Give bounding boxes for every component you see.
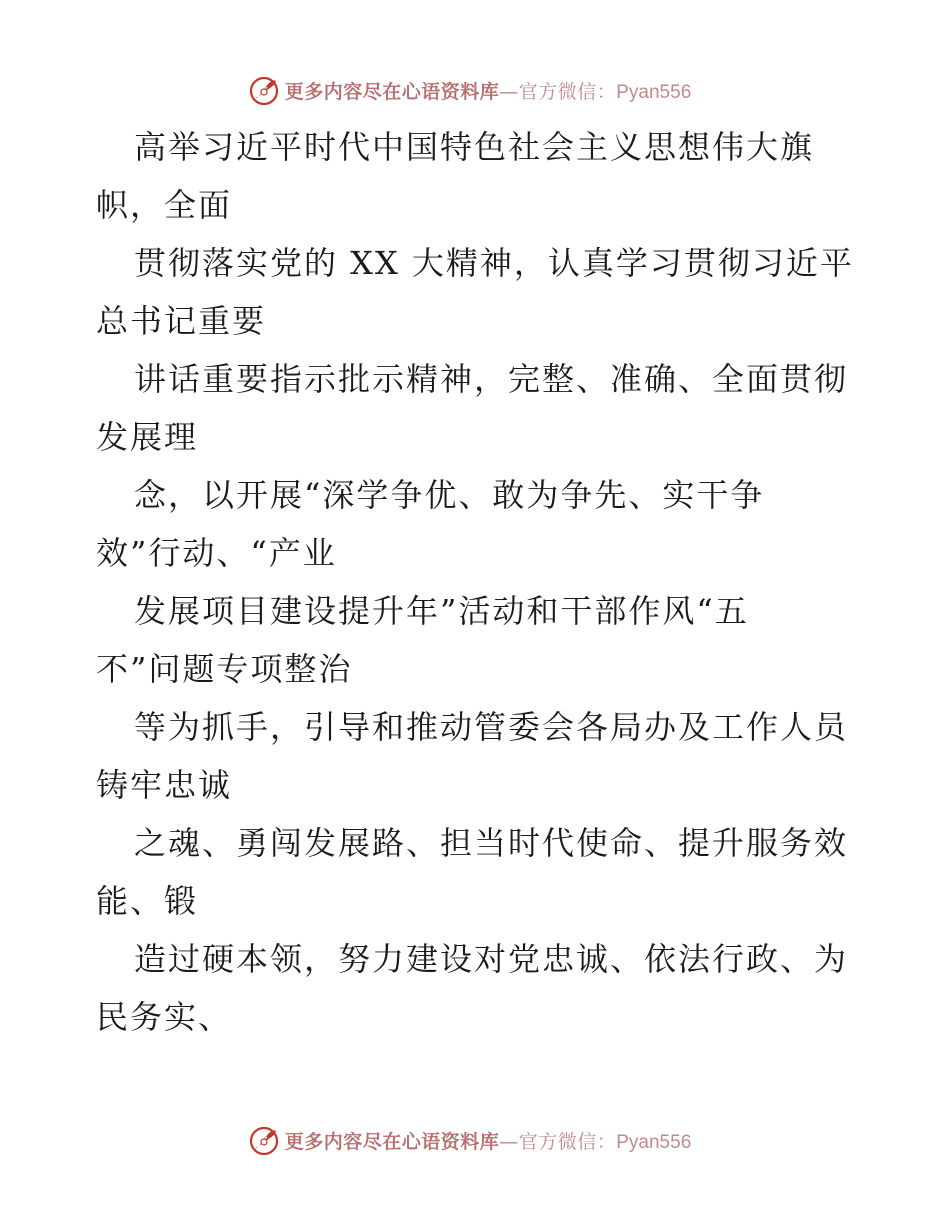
- footer-banner-inner: [247, 1123, 692, 1157]
- line-continuation: 能、锻: [96, 882, 199, 920]
- line-continuation: 民务实、: [96, 998, 233, 1036]
- header-banner-separator: —: [499, 80, 519, 103]
- footer-banner-wechat-label: 官方微信：: [518, 1130, 617, 1153]
- line-first: 之魂、勇闯发展路、担当时代使命、提升服务效: [134, 824, 849, 862]
- line-continuation: 不”问题专项整治: [96, 650, 353, 688]
- feather-pen-seal-icon: [247, 73, 281, 107]
- line-continuation: 铸牢忠诚: [96, 766, 233, 804]
- paragraph-line: [96, 814, 876, 930]
- document-body: [96, 118, 876, 1046]
- paragraph-line: [96, 582, 876, 698]
- line-continuation: 帜，全面: [96, 186, 233, 224]
- header-banner-inner: [247, 73, 692, 107]
- header-banner-wechat-label: 官方微信：: [518, 80, 617, 103]
- paragraph-line: [96, 466, 876, 582]
- header-banner-text: [285, 77, 692, 104]
- footer-banner-main: 更多内容尽在心语资料库: [284, 1130, 500, 1153]
- line-first: 发展项目建设提升年”活动和干部作风“五: [134, 592, 749, 630]
- paragraph-line: [96, 350, 876, 466]
- footer-banner-text: [285, 1127, 692, 1154]
- paragraph-line: [96, 118, 876, 234]
- paragraph-line: [96, 698, 876, 814]
- footer-banner-separator: —: [499, 1130, 519, 1153]
- line-first: 念，以开展“深学争优、敢为争先、实干争: [134, 476, 765, 514]
- line-first: 高举习近平时代中国特色社会主义思想伟大旗: [134, 128, 815, 166]
- line-first: 讲话重要指示批示精神，完整、准确、全面贯彻: [134, 360, 849, 398]
- header-banner: [0, 70, 950, 110]
- line-first: 等为抓手，引导和推动管委会各局办及工作人员: [134, 708, 849, 746]
- line-first: 造过硬本领，努力建设对党忠诚、依法行政、为: [134, 940, 849, 978]
- line-first: 贯彻落实党的 XX 大精神，认真学习贯彻习近平: [134, 244, 854, 282]
- paragraph-line: [96, 930, 876, 1046]
- header-banner-wechat-id: Pyan556: [616, 81, 692, 103]
- paragraph-line: [96, 234, 876, 350]
- footer-banner-wechat-id: Pyan556: [616, 1131, 692, 1153]
- feather-pen-seal-icon: [247, 1123, 281, 1157]
- line-continuation: 发展理: [96, 418, 199, 456]
- line-continuation: 总书记重要: [96, 302, 267, 340]
- footer-banner: [0, 1120, 950, 1160]
- line-continuation: 效”行动、“产业: [96, 534, 337, 572]
- header-banner-main: 更多内容尽在心语资料库: [284, 80, 500, 103]
